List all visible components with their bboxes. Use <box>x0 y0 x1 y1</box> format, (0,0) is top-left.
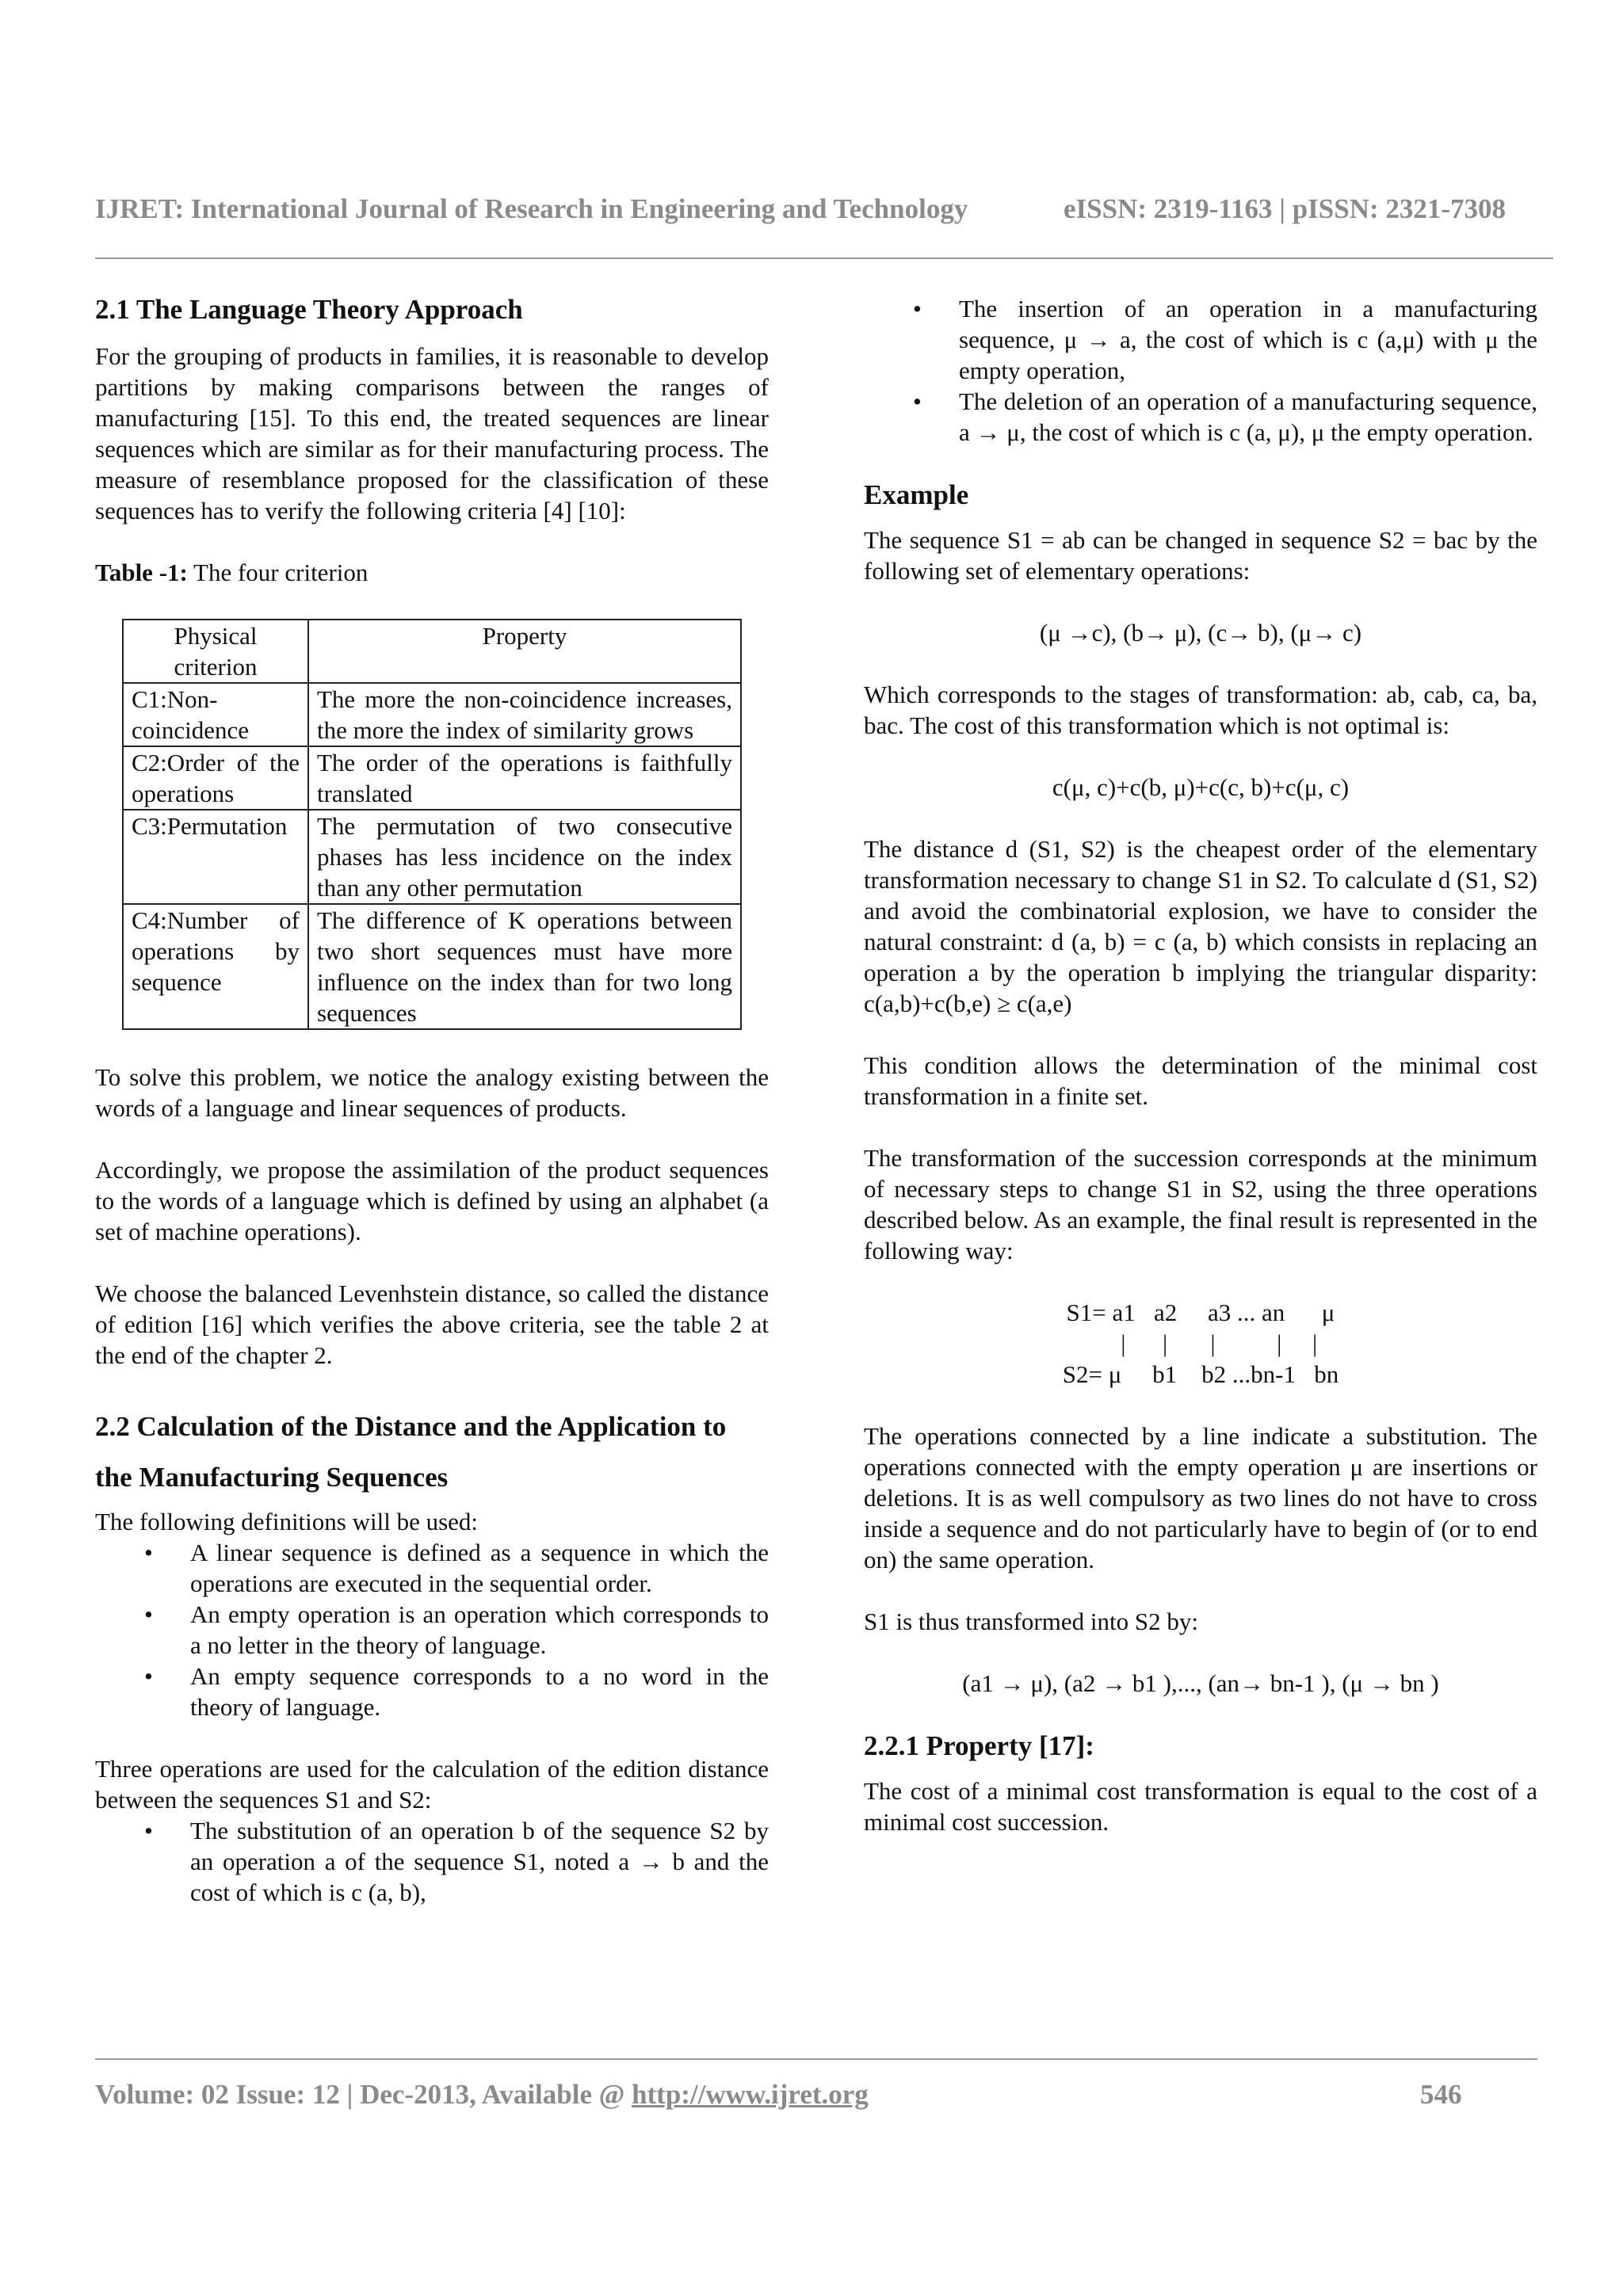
table-cell: C2:Order of the operations <box>123 746 308 810</box>
subsection-heading-2-2-1: 2.2.1 Property [17]: <box>864 1730 1094 1761</box>
journal-url-link[interactable]: http://www.ijret.org <box>632 2079 869 2110</box>
right-column <box>864 293 1537 1868</box>
list-item: • An empty sequence corresponds to a no word in the theory of language. <box>95 1661 769 1722</box>
table-cell: The more the non-coincidence increases, the more the index of similarity grows <box>308 683 741 746</box>
definitions-list <box>95 1537 769 1722</box>
paragraph: S1 is thus transformed into S2 by: <box>864 1608 1198 1635</box>
list-item: • An empty operation is an operation which corresponds to a no letter in the theory of language. <box>95 1599 769 1661</box>
criteria-table <box>122 619 742 1030</box>
left-column <box>95 293 769 1939</box>
equation: (μ →c), (b→ μ), (c→ b), (μ→ c) <box>1039 619 1362 646</box>
journal-title: IJRET: International Journal of Research in Engineering and Technology <box>95 193 968 224</box>
equation: (a1 → μ), (a2 → b1 ),..., (an→ bn-1 ), (μ → bn ) <box>962 1669 1439 1697</box>
operations-list <box>95 1815 769 1908</box>
running-header <box>95 193 1537 225</box>
equation: c(μ, c)+c(b, μ)+c(c, b)+c(μ, c) <box>1052 773 1350 801</box>
table-cell: C4:Number of operations by sequence <box>123 904 308 1029</box>
table-cell: The permutation of two consecutive phases has less incidence on the index than any other permutation <box>308 810 741 904</box>
table-cell: C3:Permutation <box>123 810 308 904</box>
table-cell: The order of the operations is faithfully translated <box>308 746 741 810</box>
operations-list-continued <box>864 293 1537 448</box>
alignment-row-s2: S2= μ b1 b2 ...bn-1 bn <box>1062 1360 1339 1388</box>
section-heading-2-1: 2.1 The Language Theory Approach <box>95 294 523 325</box>
page-number: 546 <box>1420 2079 1462 2110</box>
paragraph: The transformation of the succession corresponds at the minimum of necessary steps to change S1 in S2, using the three operations described below. As an example, the final result is represented in the following way: <box>864 1144 1537 1264</box>
paragraph: We choose the balanced Levenhstein distance, so called the distance of edition [16] which verifies the above criteria, see the table 2 at the end of the chapter 2. <box>95 1280 769 1369</box>
table-header-cell: Physical criterion <box>123 620 308 683</box>
paragraph: This condition allows the determination of the minimal cost transformation in a finite set. <box>864 1051 1537 1110</box>
paragraph: The cost of a minimal cost transformation is equal to the cost of a minimal cost succession. <box>864 1777 1537 1836</box>
table-header-row <box>123 620 741 683</box>
table-caption-text: The four criterion <box>187 559 369 586</box>
paragraph: The following definitions will be used: <box>95 1508 479 1535</box>
alignment-connector-lines: | | | | | <box>1083 1329 1318 1357</box>
paragraph: For the grouping of products in families, it is reasonable to develop partitions by making comparisons between the ranges of manufacturing [15]. To this end, the treated sequences are linear sequences which are similar as for their manufacturing process. The measure of resemblance proposed for the classification of these sequences has to verify the following criteria [4] [10]: <box>95 342 769 524</box>
alignment-diagram <box>864 1297 1537 1390</box>
running-footer <box>95 2079 1537 2111</box>
table-row <box>123 746 741 810</box>
table-cell: The difference of K operations between two short sequences must have more influence on the index than for two long sequences <box>308 904 741 1029</box>
table-cell: C1:Non-coincidence <box>123 683 308 746</box>
section-heading-2-2: 2.2 Calculation of the Distance and the Application to the Manufacturing Sequences <box>95 1411 727 1493</box>
table-row <box>123 810 741 904</box>
paragraph: The operations connected by a line indicate a substitution. The operations connected with the empty operation μ are insertions or deletions. It is as well compulsory as two lines do not have to cross inside a sequence and do not particularly have to begin of (or to end on) the same operation. <box>864 1422 1537 1573</box>
list-item: • The insertion of an operation in a manufacturing sequence, μ → a, the cost of which is c (a,μ) with μ the empty operation, <box>864 293 1537 386</box>
header-rule <box>95 257 1553 259</box>
example-heading: Example <box>864 479 969 510</box>
paragraph: The distance d (S1, S2) is the cheapest order of the elementary transformation necessary to change S1 in S2. To calculate d (S1, S2) and avoid the combinatorial explosion, we have to consider the natural constraint: d (a, b) = c (a, b) which consists in replacing an operation a by the operation b implying the triangular disparity: c(a,b)+c(b,e) ≥ c(a,e) <box>864 835 1537 1017</box>
paragraph: The sequence S1 = ab can be changed in sequence S2 = bac by the following set of elementary operations: <box>864 526 1537 585</box>
list-item: • The deletion of an operation of a manufacturing sequence, a → μ, the cost of which is c (a, μ), μ the empty operation. <box>864 386 1537 448</box>
table-header-cell: Property <box>308 620 741 683</box>
table-caption <box>95 557 769 588</box>
alignment-row-s1: S1= a1 a2 a3 ... an μ <box>1066 1299 1335 1326</box>
paragraph: Three operations are used for the calculation of the edition distance between the sequences S1 and S2: <box>95 1755 769 1814</box>
list-item: • A linear sequence is defined as a sequence in which the operations are executed in the sequential order. <box>95 1537 769 1599</box>
table-caption-label: Table -1: <box>95 559 188 586</box>
paragraph: Which corresponds to the stages of transformation: ab, cab, ca, ba, bac. The cost of this transformation which is not optimal is: <box>864 681 1537 739</box>
issn-text: eISSN: 2319-1163 | pISSN: 2321-7308 <box>1064 193 1507 224</box>
table-row <box>123 683 741 746</box>
list-item: • The substitution of an operation b of the sequence S2 by an operation a of the sequence S1, noted a → b and the cost of which is c (a, b), <box>95 1815 769 1908</box>
paragraph: Accordingly, we propose the assimilation of the product sequences to the words of a language which is defined by using an alphabet (a set of machine operations). <box>95 1156 769 1245</box>
footer-rule <box>95 2058 1537 2060</box>
table-row <box>123 904 741 1029</box>
paragraph: To solve this problem, we notice the analogy existing between the words of a language and linear sequences of products. <box>95 1063 769 1122</box>
volume-text: Volume: 02 Issue: 12 | Dec-2013, Available @ <box>95 2079 632 2110</box>
